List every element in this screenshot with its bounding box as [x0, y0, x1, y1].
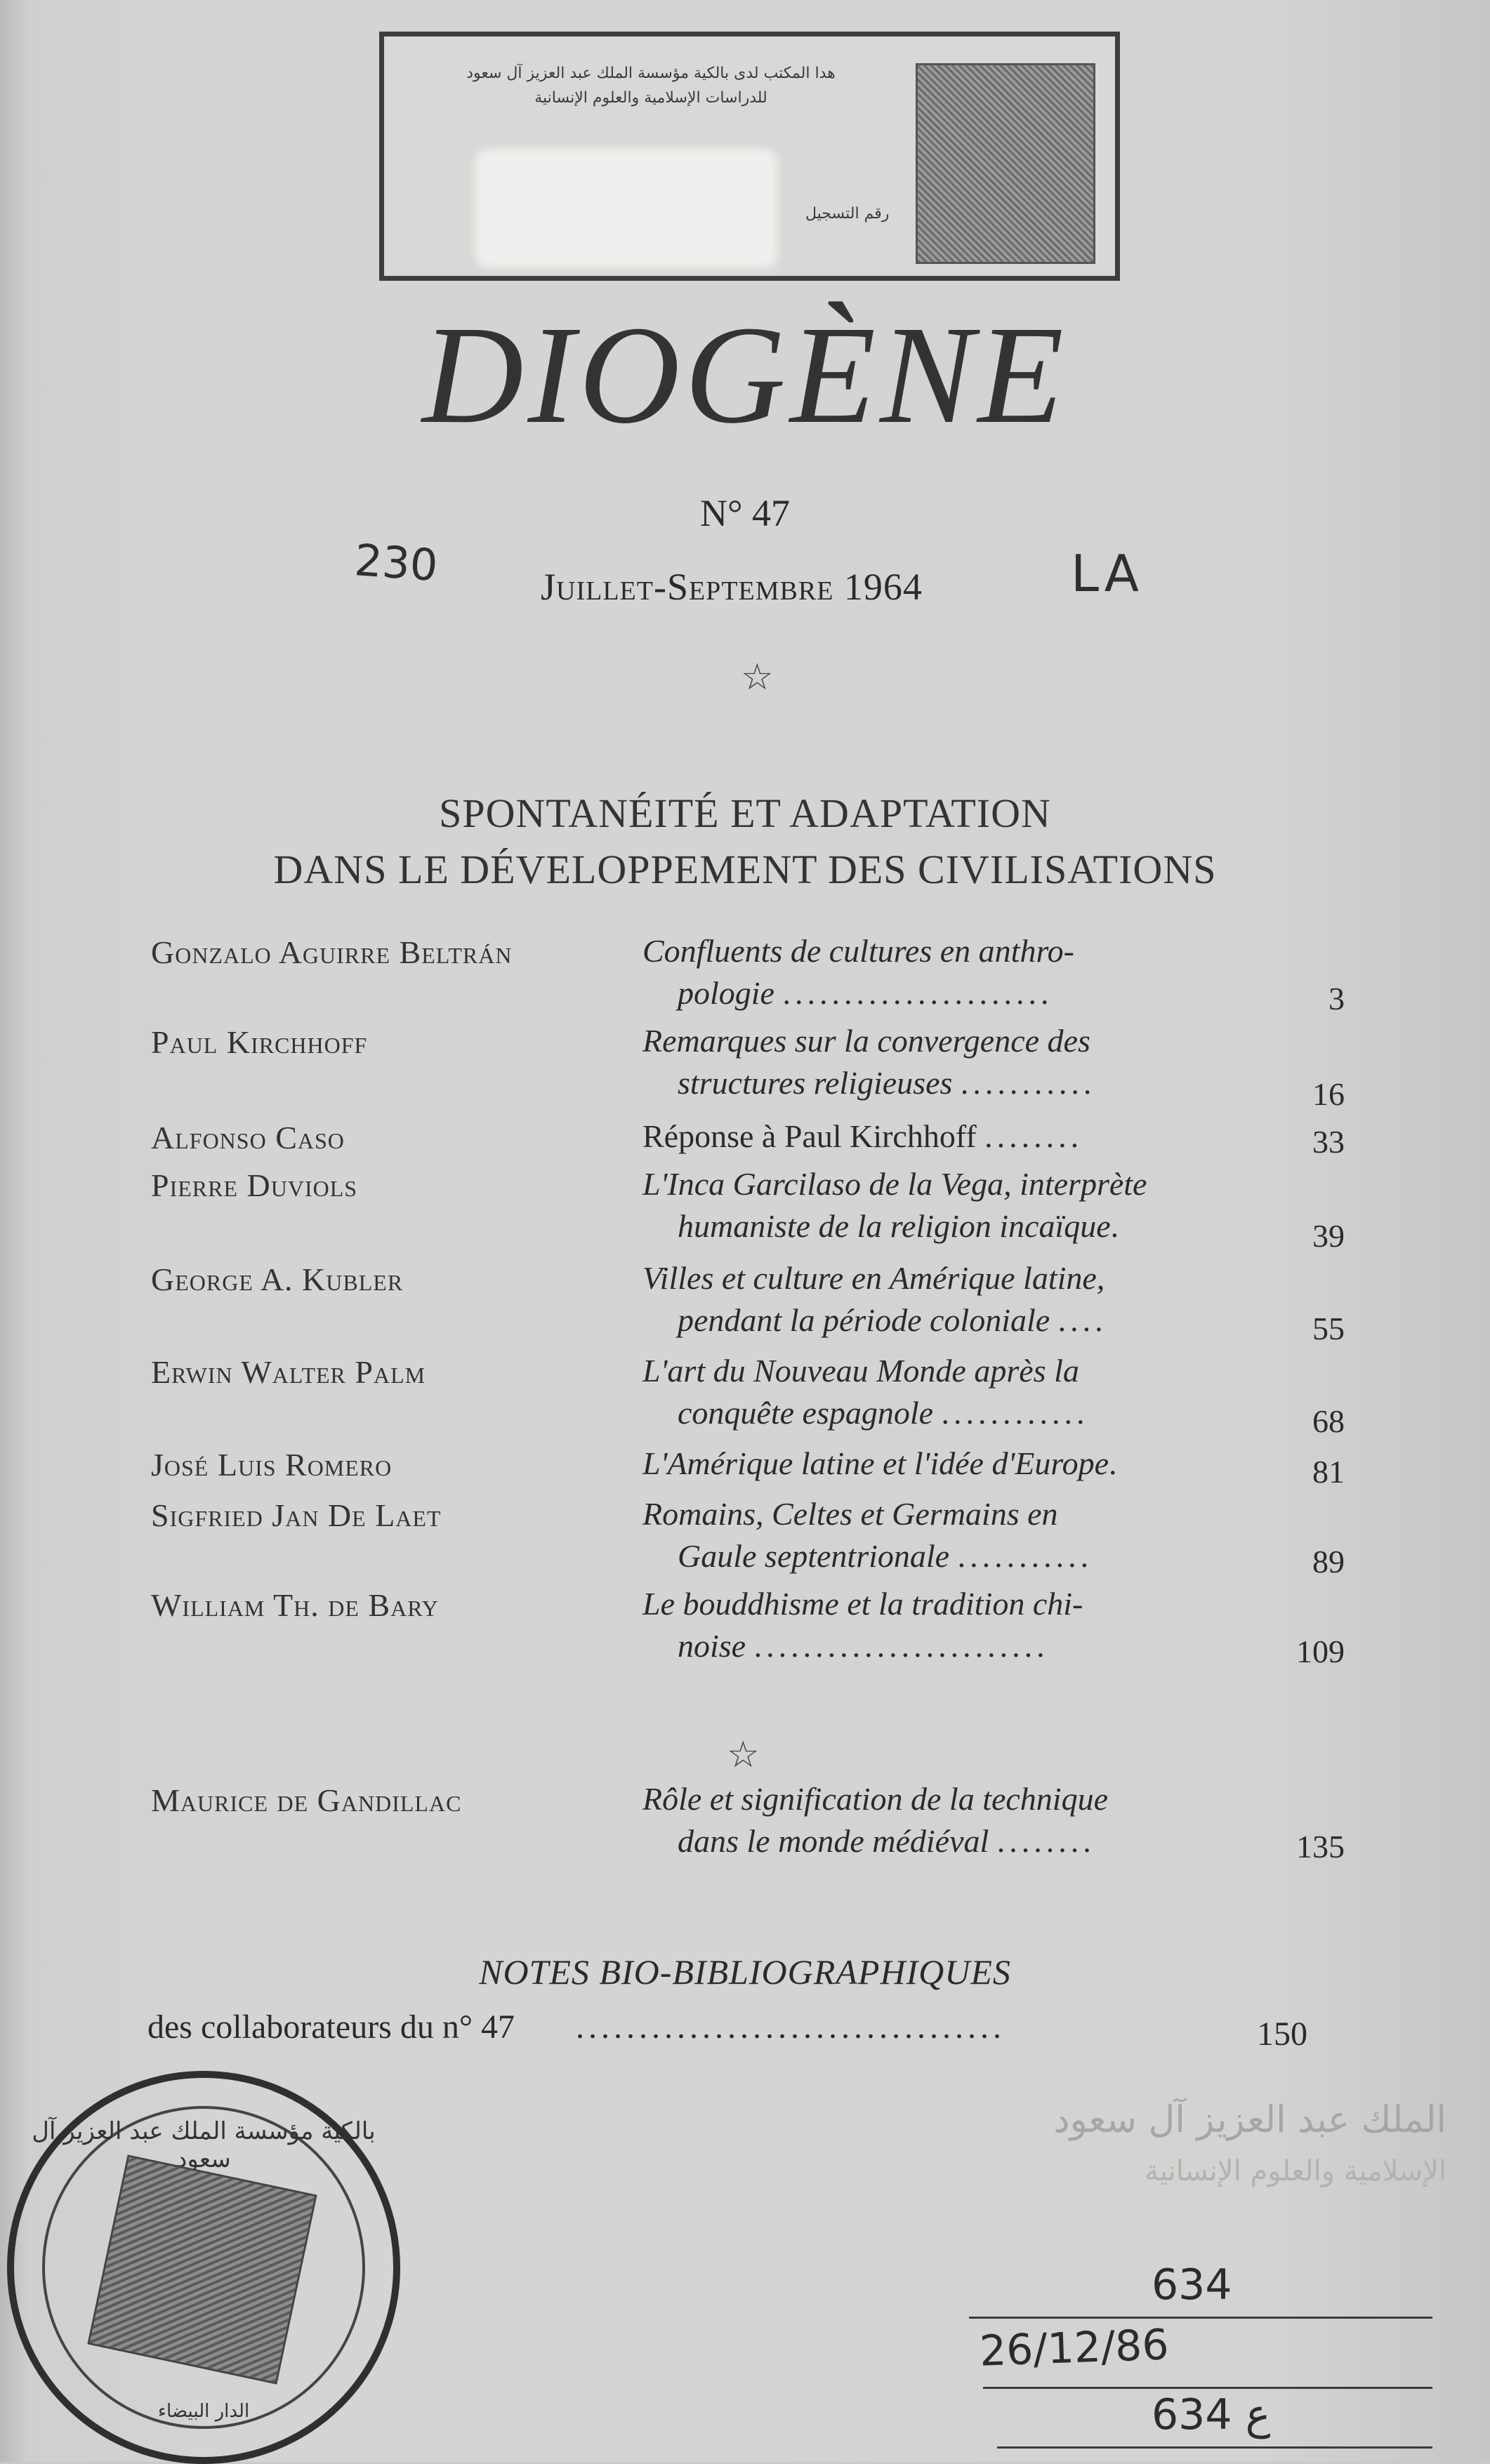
toc-page: 68 [1312, 1403, 1345, 1439]
toc-entry [151, 1493, 1345, 1583]
round-stamp-text: بالكية مؤسسة الملك عبد العزيز آل سعود [32, 2117, 376, 2173]
stamp-number-label: رقم التسجيل [805, 205, 890, 223]
issue-date: Juillet-Septembre 1964 [541, 566, 923, 608]
toc-page: 55 [1312, 1311, 1345, 1346]
toc-entry [151, 1020, 1345, 1115]
toc-page: 109 [1296, 1634, 1345, 1669]
toc-leader: . [1109, 1445, 1121, 1481]
toc-author: Gonzalo Aguirre Beltrán [151, 934, 513, 970]
toc-title-line [642, 1392, 1239, 1434]
toc-title-line: Réponse à Paul Kirchhoff [642, 1118, 977, 1154]
toc-page: 89 [1312, 1544, 1345, 1579]
toc-page: 16 [1312, 1076, 1345, 1112]
toc-author: George A. Kubler [151, 1261, 404, 1297]
stamp-line-1: هدا المكتب لدى بالكية مؤسسة الملك عبد العزيز آل سعود [466, 65, 836, 82]
toc-entry [151, 1115, 1345, 1163]
toc-title [642, 1257, 1239, 1342]
toc-title-text: pendant la période coloniale [678, 1302, 1050, 1338]
toc-title [642, 930, 1239, 1014]
toc-author: José Luis Romero [151, 1447, 393, 1483]
stamp-line-2: للدراسات الإسلامية والعلوم الإنسانية [534, 89, 767, 107]
toc-title [642, 1350, 1239, 1434]
toc-title-line: Le bouddhisme et la tradition chi- [642, 1586, 1083, 1622]
toc-title-line [642, 1625, 1239, 1667]
toc-title [642, 1020, 1239, 1104]
toc-title-text: structures religieuses [678, 1065, 953, 1101]
toc-entry [151, 1257, 1345, 1350]
toc-entry [151, 1443, 1345, 1493]
accession-code: 634 ع [1152, 2390, 1271, 2439]
toc-leader: ............ [941, 1395, 1089, 1431]
toc-title-line [642, 1299, 1239, 1342]
notes-leader: .................................. [576, 2008, 1006, 2046]
toc-title-text: pologie [678, 975, 774, 1011]
table-of-contents [151, 930, 1345, 1868]
toc-title-text: Gaule septentrionale [678, 1538, 950, 1574]
stamp-text [398, 65, 904, 107]
handwritten-number: 230 [352, 534, 440, 592]
toc-author: Alfonso Caso [151, 1120, 345, 1155]
toc-leader: ........................ [753, 1628, 1049, 1664]
toc-leader: ........... [957, 1538, 1093, 1574]
toc-title-line [642, 1820, 1239, 1862]
stamp-emblem-icon [916, 63, 1095, 264]
toc-page: 3 [1329, 981, 1345, 1016]
stamp-smudge [475, 149, 777, 268]
toc-title-text: humaniste de la religion incaïque [678, 1208, 1111, 1244]
divider [983, 2387, 1432, 2389]
toc-author: Maurice de Gandillac [151, 1782, 462, 1818]
toc-title [642, 1115, 1239, 1158]
toc-page: 33 [1312, 1124, 1345, 1160]
toc-leader: . [1110, 1208, 1123, 1244]
toc-entry [151, 1350, 1345, 1443]
toc-title [642, 1163, 1239, 1247]
toc-leader: ...................... [782, 975, 1053, 1011]
accession-date: 26/12/86 [978, 2320, 1170, 2376]
toc-title-line: L'Inca Garcilaso de la Vega, interprète [642, 1166, 1147, 1202]
faint-stamp-line-1: الملك عبد العزيز آل سعود [1053, 2099, 1446, 2141]
toc-title-line: Remarques sur la convergence des [642, 1023, 1090, 1059]
toc-leader: .... [1057, 1302, 1107, 1338]
toc-title-line: L'art du Nouveau Monde après la [642, 1353, 1079, 1389]
notes-line: des collaborateurs du n° 47 [147, 2008, 515, 2046]
toc-author: Erwin Walter Palm [151, 1354, 426, 1390]
toc-title-text: conquête espagnole [678, 1395, 934, 1431]
toc-leader: ........ [984, 1118, 1083, 1154]
round-stamp-city: الدار البيضاء [157, 2401, 250, 2422]
stamp-emblem-icon [87, 2154, 317, 2384]
toc-title-line [642, 972, 1239, 1014]
toc-leader: ........... [960, 1065, 1096, 1101]
toc-author: Pierre Duviols [151, 1167, 358, 1203]
toc-entry [151, 1583, 1345, 1673]
toc-author: Paul Kirchhoff [151, 1024, 368, 1060]
toc-entry [151, 930, 1345, 1020]
toc-title-line: Villes et culture en Amérique latine, [642, 1260, 1105, 1296]
toc-entry [151, 1778, 1345, 1868]
toc-title-line [642, 1062, 1239, 1104]
star-icon: ☆ [741, 658, 774, 698]
accession-number: 634 [1152, 2260, 1232, 2310]
toc-title-text: dans le monde médiéval [678, 1823, 989, 1859]
toc-leader: ........ [996, 1823, 1095, 1859]
round-stamp [7, 2071, 400, 2464]
faint-stamp [955, 2099, 1446, 2187]
theme-heading-line-2: DANS LE DÉVELOPPEMENT DES CIVILISATIONS [273, 847, 1217, 892]
divider [997, 2446, 1432, 2449]
toc-title-line [642, 1535, 1239, 1577]
toc-title-line: Rôle et signification de la technique [642, 1781, 1109, 1817]
toc-title [642, 1778, 1239, 1862]
faint-stamp-line-2: الإسلامية والعلوم الإنسانية [1145, 2155, 1446, 2187]
notes-page: 150 [1257, 2015, 1307, 2053]
toc-page: 39 [1312, 1218, 1345, 1254]
toc-title-line: Romains, Celtes et Germains en [642, 1496, 1058, 1532]
toc-entry [151, 1163, 1345, 1257]
toc-title-line: Confluents de cultures en anthro- [642, 933, 1074, 969]
issue-number: N° 47 [699, 492, 791, 534]
divider [969, 2317, 1432, 2319]
notes-heading: NOTES BIO-BIBLIOGRAPHIQUES [479, 1952, 1011, 1992]
toc-title [642, 1583, 1239, 1667]
toc-author: William Th. de Bary [151, 1587, 439, 1623]
toc-title-line: L'Amérique latine et l'idée d'Europe [642, 1445, 1109, 1481]
toc-page: 81 [1312, 1454, 1345, 1490]
toc-page: 135 [1296, 1829, 1345, 1864]
toc-author: Sigfried Jan De Laet [151, 1497, 442, 1533]
library-stamp [379, 32, 1120, 281]
theme-heading-line-1: SPONTANÉITÉ ET ADAPTATION [439, 790, 1051, 836]
star-icon: ☆ [727, 1735, 760, 1775]
toc-title [642, 1443, 1239, 1485]
toc-title-text: noise [678, 1628, 746, 1664]
toc-title [642, 1493, 1239, 1577]
toc-title-line [642, 1205, 1239, 1247]
handwritten-letters: LA [1071, 544, 1144, 603]
journal-title: DIOGÈNE [422, 298, 1068, 453]
